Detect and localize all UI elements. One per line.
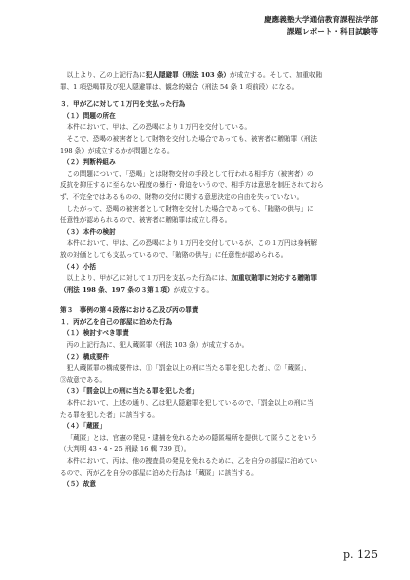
page-number: p. 125 xyxy=(342,548,378,561)
paragraph-line: 本件において、上述の通り、乙は犯人隠避罪を犯しているので、「罰金以上の刑に当 xyxy=(66,399,314,408)
paragraph-line: るので、丙が乙を自分の部屋に泊めた行為は「蔵匿」に該当する。 xyxy=(60,468,258,477)
subsection-heading: （１）問題の所在 xyxy=(63,111,116,120)
paragraph-line: たる罪を犯した者」に該当する。 xyxy=(60,410,159,419)
paragraph-line: （刑法 198 条、197 条の３第１項）が成立する。 xyxy=(60,285,214,294)
section-heading: ３．甲が乙に対して１万円を支払った行為 xyxy=(60,100,186,109)
bold-text: 加重収賄罪に対応する贈賄罪 xyxy=(231,274,318,283)
paragraph-line: 以上より、乙の上記行為に犯人隠避罪（刑法 103 条）が成立する。そして、加重収賄 xyxy=(66,71,323,79)
paragraph-line: 罪、1 項恐喝罪及び犯人隠避罪は、観念的競合（刑法 54 条 1 項前段）になる。 xyxy=(60,82,299,91)
chapter-heading: 第３ 事例の第４段落における乙及び丙の罪責 xyxy=(60,306,199,315)
paragraph-line: 以上より、甲が乙に対して１万円を支払った行為には、加重収賄罪に対応する贈賄罪 xyxy=(66,274,318,283)
paragraph-line: 反抗を抑圧するに至らない程度の暴行・脅迫をいうので、相手方は意思を制圧されておら xyxy=(60,181,324,190)
paragraph-line: ず、不完全ではあるものの、財物の交付に関する意思決定の自由を失っていない。 xyxy=(60,192,304,201)
subsection-heading: （３）本件の検討 xyxy=(63,227,116,236)
subsection-heading: （３）「罰金以上の刑に当たる罪を犯した者」 xyxy=(63,387,199,396)
paragraph-line: 本件において、甲は、乙の恐喝により１万円を交付しているが、この１万円は身柄解 xyxy=(66,239,318,248)
paragraph-line: 本件において、丙は、他の捜査員の発見を免れるために、乙を自分の部屋に泊めてい xyxy=(66,457,318,465)
subsection-heading: （２）判断枠組み xyxy=(63,158,116,167)
paragraph-line: したがって、恐喝の被害者として財物を交付した場合であっても、「賄賂の供与」に xyxy=(66,204,314,213)
subsection-heading: （１）検討すべき罪責 xyxy=(63,329,129,338)
paragraph-line: 本件において、甲は、乙の恐喝により１万円を交付している。 xyxy=(66,123,252,132)
paragraph-line: 198 条）が成立するかが問題となる。 xyxy=(60,146,174,155)
section-heading: １．丙が乙を自己の部屋に泊めた行為 xyxy=(60,317,173,326)
header-university: 慶應義塾大学通信教育課程法学部 xyxy=(264,15,378,24)
paragraph-line: 丙の上記行為に、犯人蔵匿罪（刑法 103 条）が成立するか。 xyxy=(66,341,249,350)
paragraph-line: そこで、恐喝の被害者として財物を交付した場合であっても、被害者に贈賄罪（刑法 xyxy=(66,134,317,143)
paragraph-line: （大判明 43・4・25 刑録 16 輯 739 頁）。 xyxy=(60,445,191,454)
paragraph-line: 放の対価としても支払っているので、「賄賂の供与」に任意性が認められる。 xyxy=(60,250,288,259)
paragraph-line: 任意性が認められるので、被害者に贈賄罪は成立し得る。 xyxy=(60,216,232,225)
paragraph-line: この問題について、「恐喝」とは財物交付の手段として行われる相手方（被害者）の xyxy=(66,169,314,178)
paragraph-line: ③故意である。 xyxy=(60,375,107,384)
bold-text: （刑法 198 条、197 条の３第１項） xyxy=(60,285,174,294)
document-body xyxy=(60,70,380,491)
header-document-type: 課題レポート・科目試験等 xyxy=(286,27,378,36)
bold-text: 犯人隠避罪（刑法 103 条） xyxy=(145,71,231,79)
paragraph-line: 「蔵匿」とは、官憲の発見・逮捕を免れるための隠匿場所を提供して匿うことをいう xyxy=(66,433,318,442)
paragraph-line: 犯人蔵匿罪の構成要件は、①「罰金以上の刑に当たる罪を犯した者」、②「蔵匿」、 xyxy=(66,364,311,373)
subsection-heading: （２）構成要件 xyxy=(63,352,110,361)
subsection-heading: （４）「蔵匿」 xyxy=(63,422,106,431)
subsection-heading: （４）小括 xyxy=(63,262,96,271)
subsection-heading: （５）故意 xyxy=(63,480,96,489)
